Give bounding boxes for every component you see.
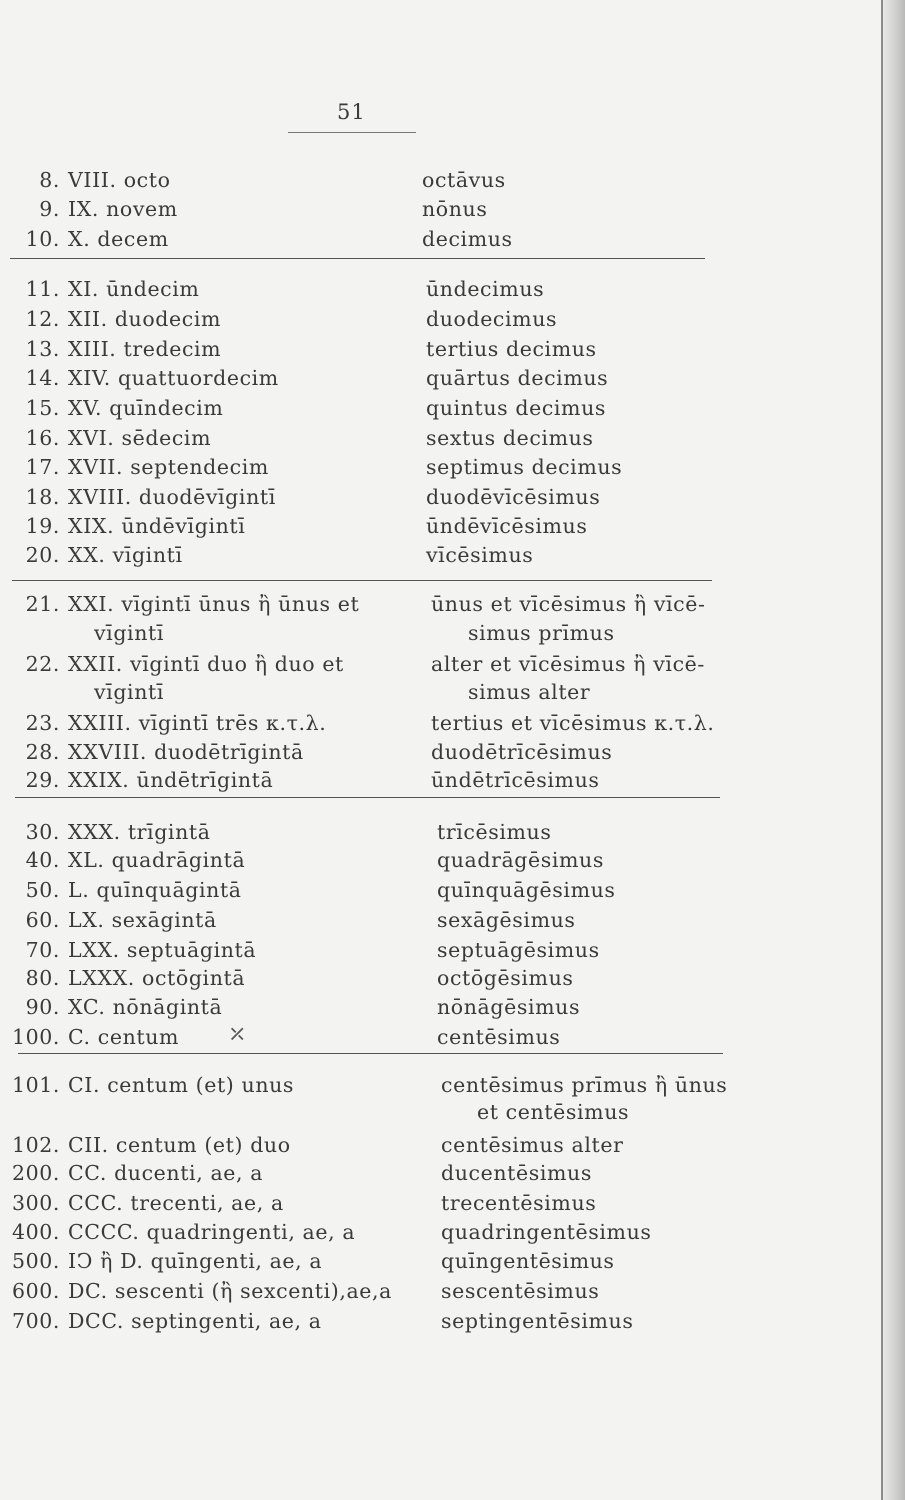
roman-latin-cardinal: XVIII. duodēvīgintī (68, 485, 276, 509)
roman-latin-cardinal: C. centum (68, 1025, 180, 1049)
table-row (0, 1025, 905, 1053)
arabic-numeral: 12. (25, 307, 60, 331)
ordinal: sescentēsimus (441, 1279, 600, 1303)
arabic-numeral: 23. (25, 711, 60, 735)
roman-latin-cardinal: L. quīnquāgintā (68, 878, 242, 902)
ordinal: septimus decimus (426, 455, 623, 479)
roman-latin-cardinal: CCC. trecenti, ae, a (68, 1191, 284, 1215)
roman-latin-cardinal: CC. ducenti, ae, a (68, 1161, 264, 1185)
roman-latin-cardinal: IX. novem (68, 197, 178, 221)
table-row (0, 1133, 905, 1161)
ordinal: tertius decimus (426, 337, 597, 361)
roman-latin-cardinal: XIV. quattuordecim (68, 366, 279, 390)
ordinal-continuation: et centēsimus (477, 1100, 630, 1124)
arabic-numeral: 90. (25, 995, 60, 1019)
ordinal: sextus decimus (426, 426, 594, 450)
table-row (0, 1249, 905, 1277)
arabic-numeral: 22. (25, 652, 60, 676)
table-row (0, 396, 905, 424)
roman-latin-cardinal: CII. centum (et) duo (68, 1133, 291, 1157)
table-row (0, 592, 905, 620)
latin-continuation: vīgintī (94, 680, 165, 704)
roman-latin-cardinal: X. decem (68, 227, 169, 251)
arabic-numeral: 15. (25, 396, 60, 420)
ordinal-continuation: simus prīmus (468, 621, 615, 645)
ordinal: sexāgēsimus (437, 908, 576, 932)
ordinal: quīnquāgēsimus (437, 878, 616, 902)
arabic-numeral: 102. (11, 1133, 60, 1157)
table-row (0, 227, 905, 255)
arabic-numeral: 21. (25, 592, 60, 616)
ordinal: ūndētrīcēsimus (431, 768, 600, 792)
ordinal: vīcēsimus (426, 543, 534, 567)
table-row (0, 455, 905, 483)
roman-latin-cardinal: XX. vīgintī (68, 543, 183, 567)
roman-latin-cardinal: LXX. septuāgintā (68, 938, 257, 962)
ordinal: ūndecimus (426, 277, 545, 301)
page-number: 51 (337, 100, 366, 124)
roman-latin-cardinal: XII. duodecim (68, 307, 222, 331)
table-row (0, 307, 905, 335)
arabic-numeral: 19. (25, 514, 60, 538)
table-row (0, 1191, 905, 1219)
ordinal: ūnus et vīcēsimus ἢ vīcē- (431, 592, 706, 616)
arabic-numeral: 14. (25, 366, 60, 390)
table-row (0, 966, 905, 994)
arabic-numeral: 80. (25, 966, 60, 990)
ordinal: duodētrīcēsimus (431, 740, 613, 764)
roman-latin-cardinal: XI. ūndecim (68, 277, 200, 301)
arabic-numeral: 200. (11, 1161, 60, 1185)
roman-latin-cardinal: LXXX. octōgintā (68, 966, 246, 990)
table-row (0, 768, 905, 796)
ordinal: septuāgēsimus (437, 938, 600, 962)
table-row (0, 277, 905, 305)
table-row (0, 366, 905, 394)
arabic-numeral: 29. (25, 768, 60, 792)
table-row (0, 197, 905, 225)
table-row (0, 514, 905, 542)
arabic-numeral: 16. (25, 426, 60, 450)
arabic-numeral: 9. (39, 197, 60, 221)
arabic-numeral: 500. (11, 1249, 60, 1273)
arabic-numeral: 101. (11, 1073, 60, 1097)
ordinal: trīcēsimus (437, 820, 552, 844)
roman-latin-cardinal: CCCC. quadringenti, ae, a (68, 1220, 356, 1244)
roman-latin-cardinal: LX. sexāgintā (68, 908, 217, 932)
arabic-numeral: 13. (25, 337, 60, 361)
arabic-numeral: 700. (11, 1309, 60, 1333)
arabic-numeral: 50. (25, 878, 60, 902)
ordinal: nōnāgēsimus (437, 995, 581, 1019)
table-row (0, 337, 905, 365)
arabic-numeral: 600. (11, 1279, 60, 1303)
roman-latin-cardinal: XC. nōnāgintā (68, 995, 223, 1019)
roman-latin-cardinal: XXI. vīgintī ūnus ἢ ūnus et (68, 592, 360, 616)
table-row (0, 652, 905, 680)
ordinal: centēsimus alter (441, 1133, 624, 1157)
roman-latin-cardinal: XL. quadrāgintā (68, 848, 246, 872)
roman-latin-cardinal: XXII. vīgintī duo ἢ duo et (68, 652, 344, 676)
roman-latin-cardinal: XIII. tredecim (68, 337, 222, 361)
ordinal: nōnus (422, 197, 488, 221)
section-divider (15, 797, 720, 798)
table-row (0, 848, 905, 876)
page-number-rule (288, 132, 416, 133)
table-row (0, 543, 905, 571)
ordinal: tertius et vīcēsimus κ.τ.λ. (431, 711, 715, 735)
arabic-numeral: 100. (11, 1025, 60, 1049)
table-row (0, 168, 905, 196)
roman-latin-cardinal: XXX. trīgintā (68, 820, 211, 844)
roman-latin-cardinal: DC. sescenti (ἢ sexcenti),ae,a (68, 1279, 392, 1303)
section-divider (12, 580, 712, 581)
table-row (0, 908, 905, 936)
arabic-numeral: 400. (11, 1220, 60, 1244)
ordinal: centēsimus (437, 1025, 561, 1049)
table-row (0, 938, 905, 966)
table-row (0, 878, 905, 906)
table-row (0, 1309, 905, 1337)
ordinal: alter et vīcēsimus ἢ vīcē- (431, 652, 705, 676)
arabic-numeral: 17. (25, 455, 60, 479)
ordinal-continuation: simus alter (468, 680, 591, 704)
table-row (0, 711, 905, 739)
ordinal: centēsimus prīmus ἢ ūnus (441, 1073, 728, 1097)
table-row (0, 1279, 905, 1307)
roman-latin-cardinal: XIX. ūndēvīgintī (68, 514, 246, 538)
ordinal: octōgēsimus (437, 966, 574, 990)
arabic-numeral: 10. (25, 227, 60, 251)
ordinal: duodēvīcēsimus (426, 485, 601, 509)
arabic-numeral: 8. (39, 168, 60, 192)
ordinal: quadrāgēsimus (437, 848, 604, 872)
table-row (0, 820, 905, 848)
arabic-numeral: 40. (25, 848, 60, 872)
roman-latin-cardinal: IϽ ἢ D. quīngenti, ae, a (68, 1249, 323, 1273)
latin-continuation: vīgintī (94, 621, 165, 645)
roman-latin-cardinal: DCC. septingenti, ae, a (68, 1309, 322, 1333)
ordinal: ūndēvīcēsimus (426, 514, 588, 538)
table-row (0, 426, 905, 454)
arabic-numeral: 300. (11, 1191, 60, 1215)
roman-latin-cardinal: CI. centum (et) unus (68, 1073, 295, 1097)
ordinal: octāvus (422, 168, 506, 192)
section-divider (18, 1053, 723, 1054)
roman-latin-cardinal: XVI. sēdecim (68, 426, 212, 450)
pencil-check-mark: ⤫ (228, 1022, 247, 1047)
ordinal: duodecimus (426, 307, 558, 331)
roman-latin-cardinal: VIII. octo (68, 168, 171, 192)
roman-latin-cardinal: XXIII. vīgintī trēs κ.τ.λ. (68, 711, 327, 735)
arabic-numeral: 60. (25, 908, 60, 932)
roman-latin-cardinal: XXIX. ūndētrīgintā (68, 768, 274, 792)
table-row (0, 1220, 905, 1248)
table-row (0, 1161, 905, 1189)
arabic-numeral: 70. (25, 938, 60, 962)
table-row (0, 740, 905, 768)
ordinal: quintus decimus (426, 396, 607, 420)
roman-latin-cardinal: XXVIII. duodētrīgintā (68, 740, 304, 764)
ordinal: quadringentēsimus (441, 1220, 652, 1244)
table-row (0, 485, 905, 513)
section-divider (10, 258, 705, 259)
ordinal: quīngentēsimus (441, 1249, 615, 1273)
ordinal: septingentēsimus (441, 1309, 634, 1333)
arabic-numeral: 28. (25, 740, 60, 764)
arabic-numeral: 20. (25, 543, 60, 567)
ordinal: ducentēsimus (441, 1161, 592, 1185)
ordinal: trecentēsimus (441, 1191, 597, 1215)
table-row (0, 1073, 905, 1101)
arabic-numeral: 18. (25, 485, 60, 509)
table-row (0, 995, 905, 1023)
roman-latin-cardinal: XV. quīndecim (68, 396, 224, 420)
roman-latin-cardinal: XVII. septendecim (68, 455, 269, 479)
arabic-numeral: 30. (25, 820, 60, 844)
ordinal: decimus (422, 227, 513, 251)
arabic-numeral: 11. (25, 277, 60, 301)
ordinal: quārtus decimus (426, 366, 609, 390)
